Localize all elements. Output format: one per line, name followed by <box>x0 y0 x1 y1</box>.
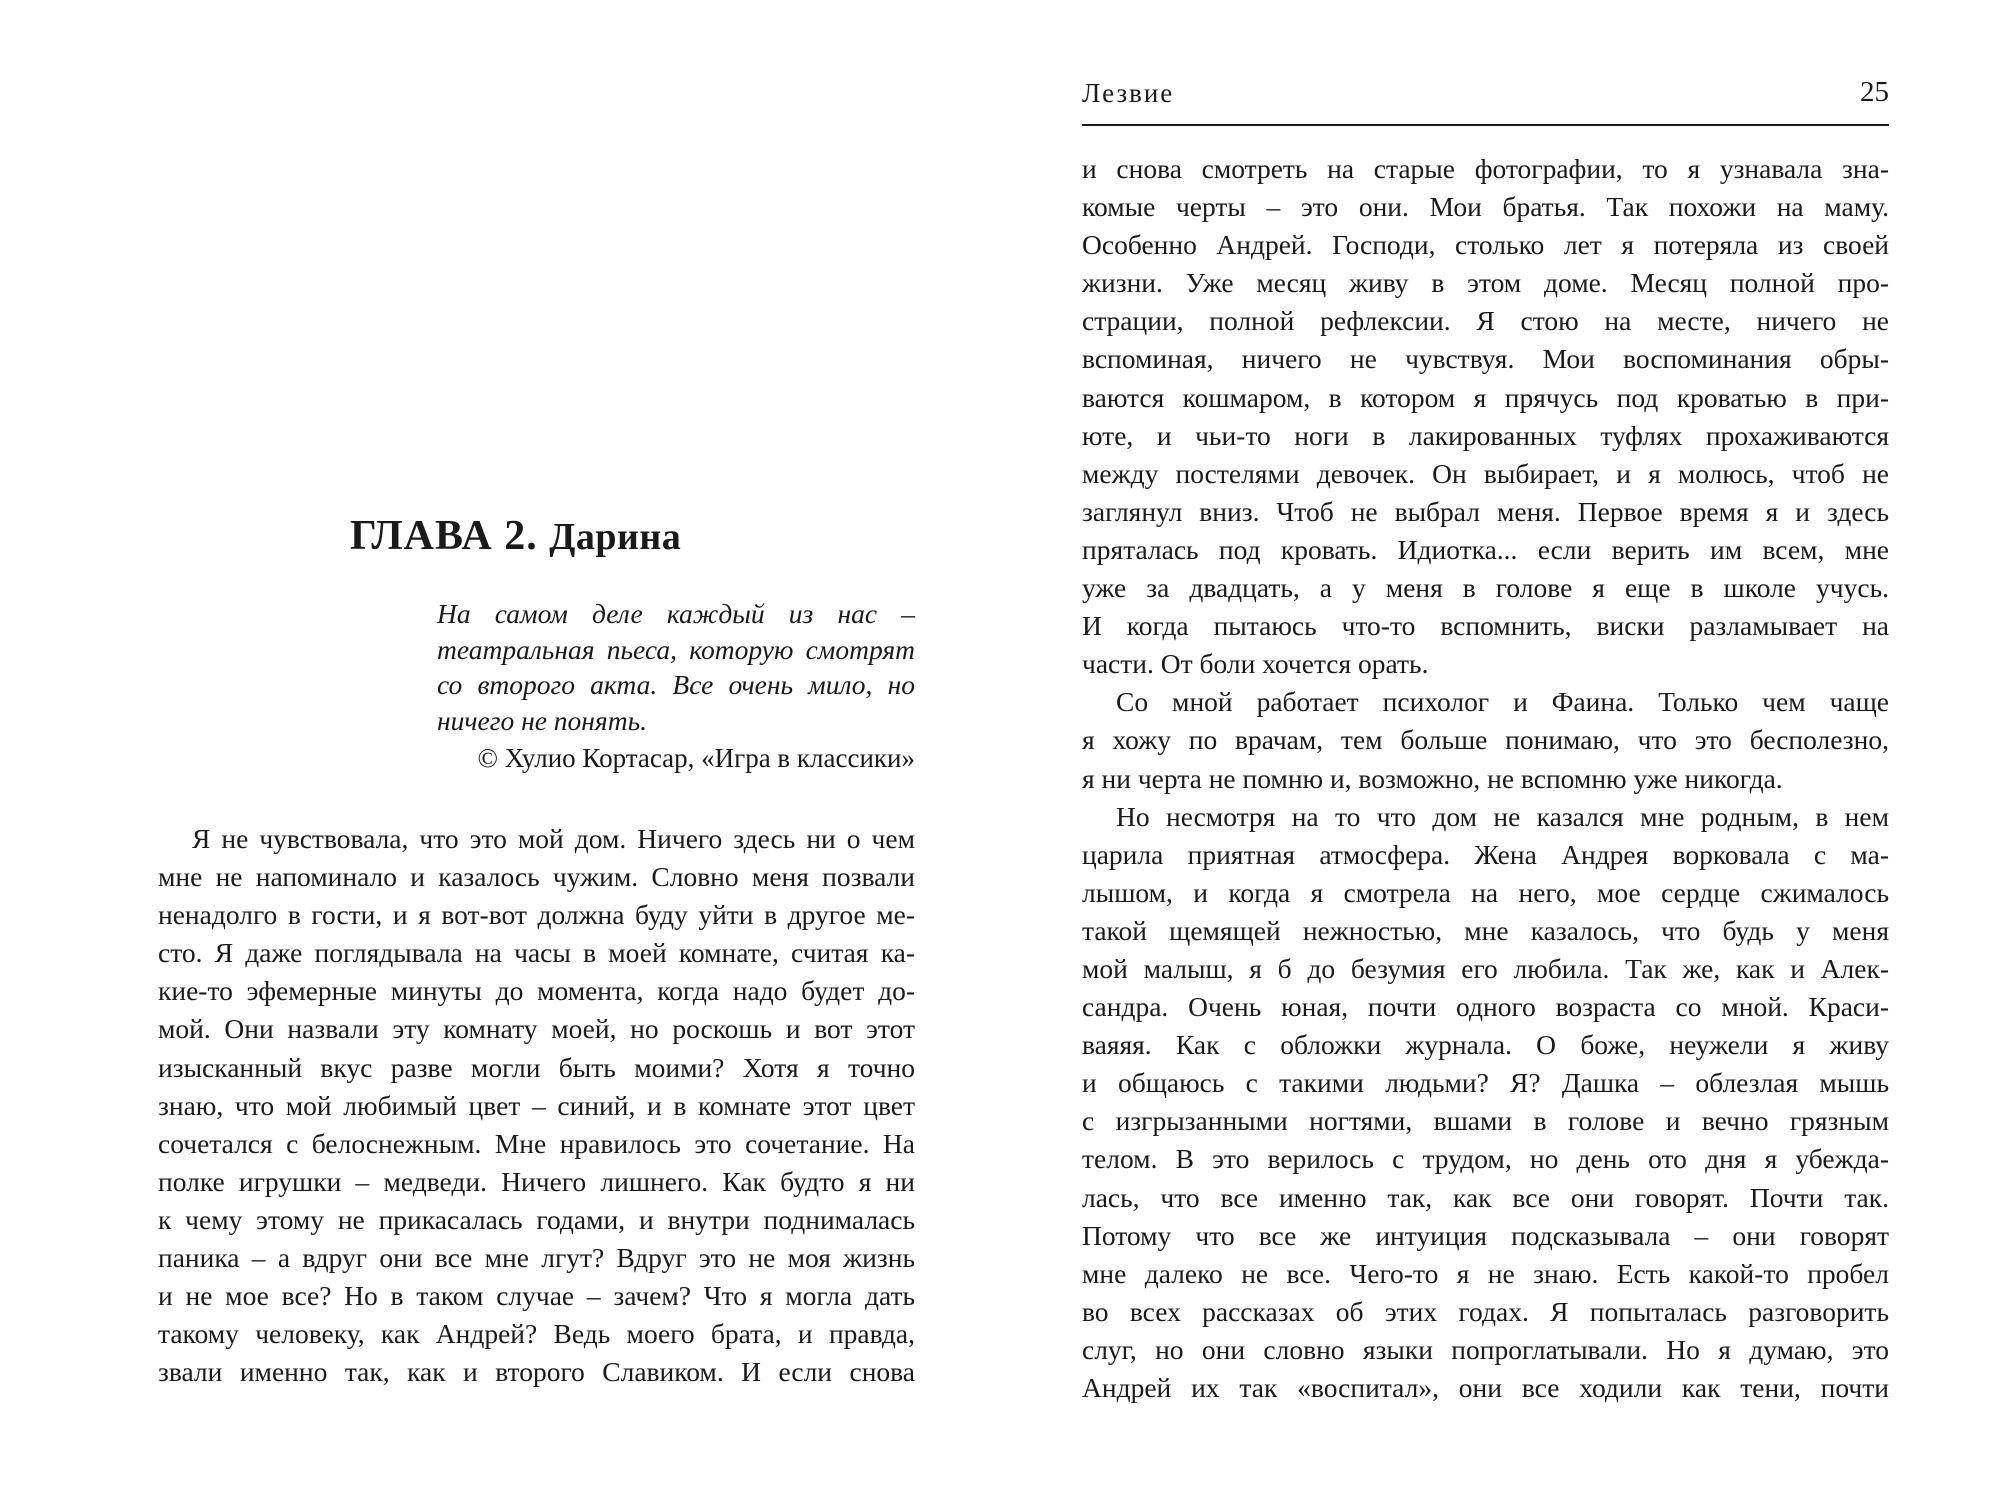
text-line: части. От боли хочется орать. <box>1082 648 1429 680</box>
left-page-body <box>158 820 915 1391</box>
running-title: Лезвие <box>1082 78 1175 108</box>
text-line: паника – а вдруг они все мне лгут? Вдруг это не моя жизнь <box>158 1242 915 1274</box>
text-line: Я не чувствовала, что это мой дом. Ничего здесь ни о чем <box>192 823 915 854</box>
epigraph-attribution: © Хулио Кортасар, «Игра в классики» <box>477 743 915 773</box>
text-line: полке игрушки – медведи. Ничего лишнего. Как будто я ни <box>158 1165 915 1197</box>
chapter-label: ГЛАВА 2. <box>350 513 538 559</box>
text-line: Со мной работает психолог и Фаина. Только чем чаще <box>1116 686 1889 718</box>
text-line: Особенно Андрей. Господи, столько лет я потеряла из своей <box>1082 229 1889 261</box>
text-line: страции, полной рефлексии. Я стою на месте, ничего не <box>1082 305 1889 337</box>
text-line: царила приятная атмосфера. Жена Андрея ворковала с ма- <box>1082 838 1889 870</box>
text-line: уже за двадцать, а у меня в голове я еще в школе учусь. <box>1082 572 1889 604</box>
text-line: ненадолго в гости, и я вот-вот должна буду уйти в другое ме- <box>158 899 915 931</box>
text-line: ваются кошмаром, в котором я прячусь под кроватью в при- <box>1082 381 1889 413</box>
page-number: 25 <box>1860 76 1889 108</box>
text-line: Но несмотря на то что дом не казался мне родным, в нем <box>1116 800 1889 832</box>
text-line: мне не напоминало и казалось чужим. Словно меня позвали <box>158 861 915 893</box>
text-line: к чему этому не прикасалась годами, и внутри поднималась <box>158 1203 915 1235</box>
text-line: кие-то эфемерные минуты до момента, когда надо будет до- <box>158 975 915 1007</box>
text-line: заглянул вниз. Чтоб не выбрал меня. Первое время я и здесь <box>1082 495 1889 527</box>
text-line: жизни. Уже месяц живу в этом доме. Месяц полной про- <box>1082 267 1889 299</box>
text-line: мой малыш, я б до безумия его любила. Так же, как и Алек- <box>1082 952 1889 984</box>
text-line: и снова смотреть на старые фотографии, то я узнавала зна- <box>1082 153 1889 184</box>
chapter-title <box>350 512 681 560</box>
text-line: комые черты – это они. Мои братья. Так похожи на маму. <box>1082 191 1889 223</box>
text-line: знаю, что мой любимый цвет – синий, и в комнате этот цвет <box>158 1089 915 1121</box>
text-line: И когда пытаюсь что-то вспомнить, виски разламывает на <box>1082 610 1889 642</box>
text-line: пряталась под кровать. Идиотка... если верить им всем, мне <box>1082 533 1889 565</box>
text-line: с изгрызанными ногтями, вшами в голове и вечно грязным <box>1082 1105 1889 1137</box>
text-line: во всех рассказах об этих годах. Я попыталась разговорить <box>1082 1295 1889 1327</box>
text-line: изысканный вкус разве могли быть моими? Хотя я точно <box>158 1051 915 1083</box>
text-line: и не мое все? Но в таком случае – зачем? Что я могла дать <box>158 1280 915 1312</box>
text-line: сто. Я даже поглядывала на часы в моей комнате, считая ка- <box>158 937 915 969</box>
text-line: Потому что все же интуиция подсказывала – они говорят <box>1082 1219 1889 1251</box>
text-line: между постелями девочек. Он выбирает, и я молюсь, чтоб не <box>1082 457 1889 489</box>
text-line: сандра. Очень юная, почти одного возраста со мной. Краси- <box>1082 991 1889 1023</box>
text-line: слуг, но они словно языки попроглатывали. Но я думаю, это <box>1082 1333 1889 1365</box>
text-line: телом. В это верилось с трудом, но день ото дня я убежда- <box>1082 1143 1889 1175</box>
chapter-name: Дарина <box>549 516 682 558</box>
right-page <box>1000 0 2000 1498</box>
text-line: лышом, и когда я смотрела на него, мое сердце сжималось <box>1082 876 1889 908</box>
text-line: и общаюсь с такими людьми? Я? Дашка – облезлая мышь <box>1082 1067 1889 1099</box>
text-line: ваяяя. Как с обложки журнала. О боже, неужели я живу <box>1082 1029 1889 1061</box>
text-line: я ни черта не помню и, возможно, не вспомню уже никогда. <box>1082 762 1783 794</box>
epigraph: На самом деле каждый из нас – театральная пьеса, которую смотрят со второго акта. Все очень мило, но ничего не понять. <box>437 598 915 736</box>
text-line: звали именно так, как и второго Славиком. И если снова <box>158 1356 915 1388</box>
right-page-body <box>1082 150 1889 1407</box>
text-line: такой щемящей нежностью, мне казалось, что будь у меня <box>1082 914 1889 946</box>
text-line: я хожу по врачам, тем больше понимаю, что это бесполезно, <box>1082 724 1889 756</box>
text-line: лась, что все именно так, как все они говорят. Почти так. <box>1082 1181 1889 1213</box>
text-line: сочетался с белоснежным. Мне нравилось это сочетание. На <box>158 1127 915 1159</box>
text-line: мой. Они назвали эту комнату моей, но роскошь и вот этот <box>158 1013 915 1045</box>
text-line: такому человеку, как Андрей? Ведь моего брата, и правда, <box>158 1318 915 1350</box>
running-header <box>1082 72 1889 126</box>
text-line: Андрей их так «воспитал», они все ходили как тени, почти <box>1082 1372 1889 1403</box>
text-line: мне далеко не все. Чего-то я не знаю. Есть какой-то пробел <box>1082 1257 1889 1289</box>
text-line: вспоминая, ничего не чувствуя. Мои воспоминания обры- <box>1082 343 1889 375</box>
text-line: юте, и чьи-то ноги в лакированных туфлях прохаживаются <box>1082 419 1889 451</box>
